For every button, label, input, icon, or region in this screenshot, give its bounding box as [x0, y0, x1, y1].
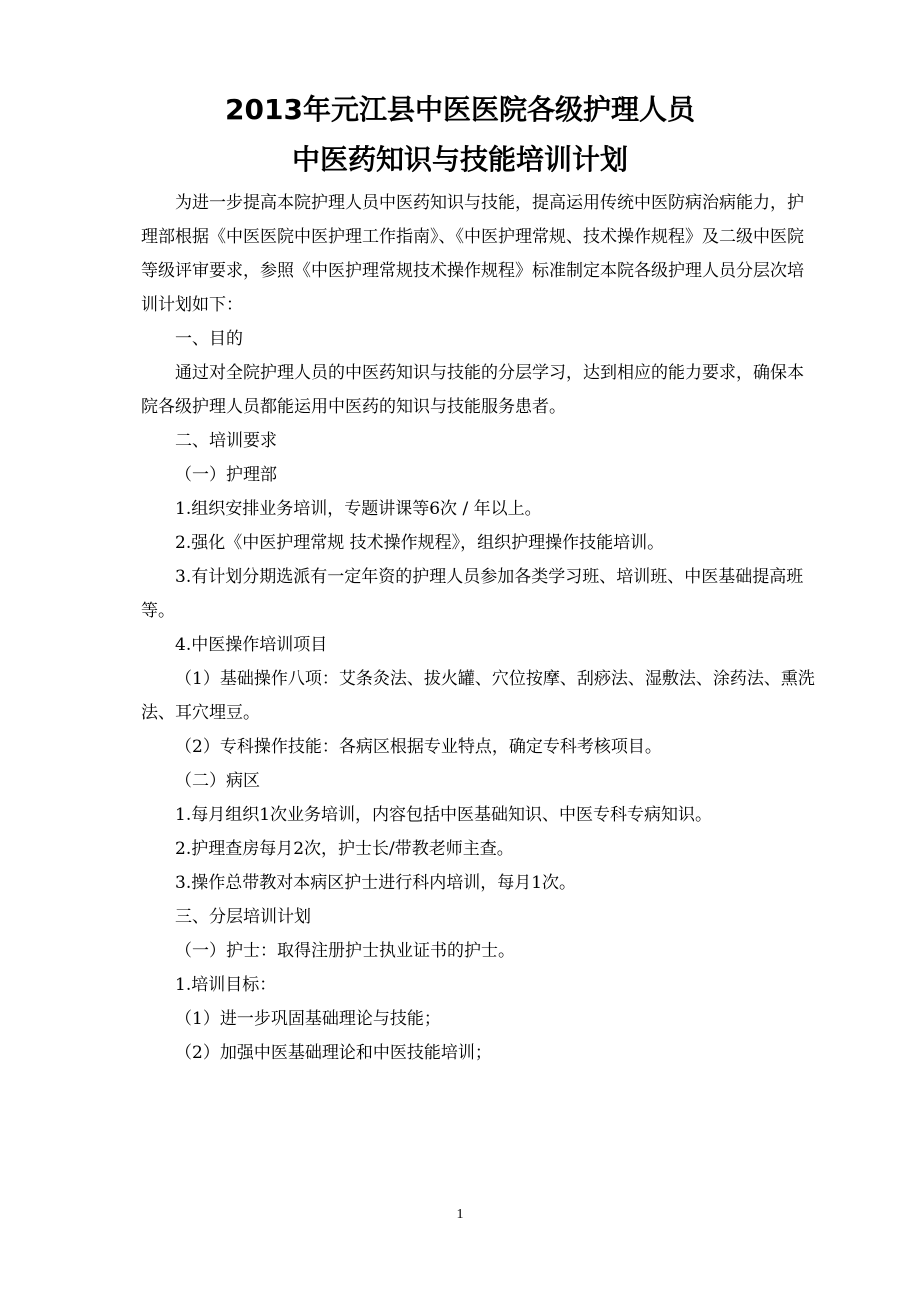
section-3-sub-1: （一）护士：取得注册护士执业证书的护士。 — [175, 941, 515, 961]
section-2-sub-2-item-1: 1.每月组织1次业务培训，内容包括中医基础知识、中医专科专病知识。 — [175, 805, 713, 825]
section-2-sub-1-item-4-b: （2）专科操作技能：各病区根据专业特点，确定专科考核项目。 — [175, 737, 662, 757]
section-2-sub-2: （二）病区 — [175, 771, 260, 791]
document-body — [0, 186, 920, 1070]
section-2-sub-1-item-2: 2.强化《中医护理常规 技术操作规程》，组织护理操作技能培训。 — [175, 533, 665, 553]
intro-paragraph: 为进一步提高本院护理人员中医药知识与技能，提高运用传统中医防病治病能力，护理部根据《中医医院中医护理工作指南》、《中医护理常规、技术操作规程》及二级中医院等级评审要求，参照《中医护理常规技术操作规程》标准制定本院各级护理人员分层次培训计划如下： — [141, 193, 804, 315]
page-number: 1 — [456, 1207, 464, 1222]
section-2-sub-2-item-3: 3.操作总带教对本病区护士进行科内培训，每月1次。 — [175, 873, 577, 893]
section-2-sub-2-item-2: 2.护理查房每月2次，护士长/带教老师主查。 — [175, 839, 514, 859]
document-title-line-2: 中医药知识与技能培训计划 — [291, 143, 628, 176]
section-2-sub-1: （一）护理部 — [175, 465, 277, 485]
section-1-heading: 一、目的 — [175, 329, 243, 349]
document-title-line-1: 2013年元江县中医医院各级护理人员 — [225, 93, 695, 126]
section-2-sub-1-item-4: 4.中医操作培训项目 — [175, 635, 328, 655]
section-3-sub-1-item-1-a: （1）进一步巩固基础理论与技能； — [175, 1009, 441, 1029]
section-2-sub-1-item-4-a: （1）基础操作八项：艾条灸法、拔火罐、穴位按摩、刮痧法、湿敷法、涂药法、熏洗法、耳穴埋豆。 — [141, 669, 815, 723]
section-2-sub-1-item-3: 3.有计划分期选派有一定年资的护理人员参加各类学习班、培训班、中医基础提高班等。 — [141, 567, 804, 621]
section-2-heading: 二、培训要求 — [175, 431, 277, 451]
section-3-sub-1-item-1: 1.培训目标： — [175, 975, 277, 995]
section-3-sub-1-item-1-b: （2）加强中医基础理论和中医技能培训； — [175, 1043, 492, 1063]
section-3-heading: 三、分层培训计划 — [175, 907, 311, 927]
section-1-body: 通过对全院护理人员的中医药知识与技能的分层学习，达到相应的能力要求，确保本院各级护理人员都能运用中医药的知识与技能服务患者。 — [141, 363, 804, 417]
section-2-sub-1-item-1: 1.组织安排业务培训，专题讲课等6次 / 年以上。 — [175, 499, 542, 519]
